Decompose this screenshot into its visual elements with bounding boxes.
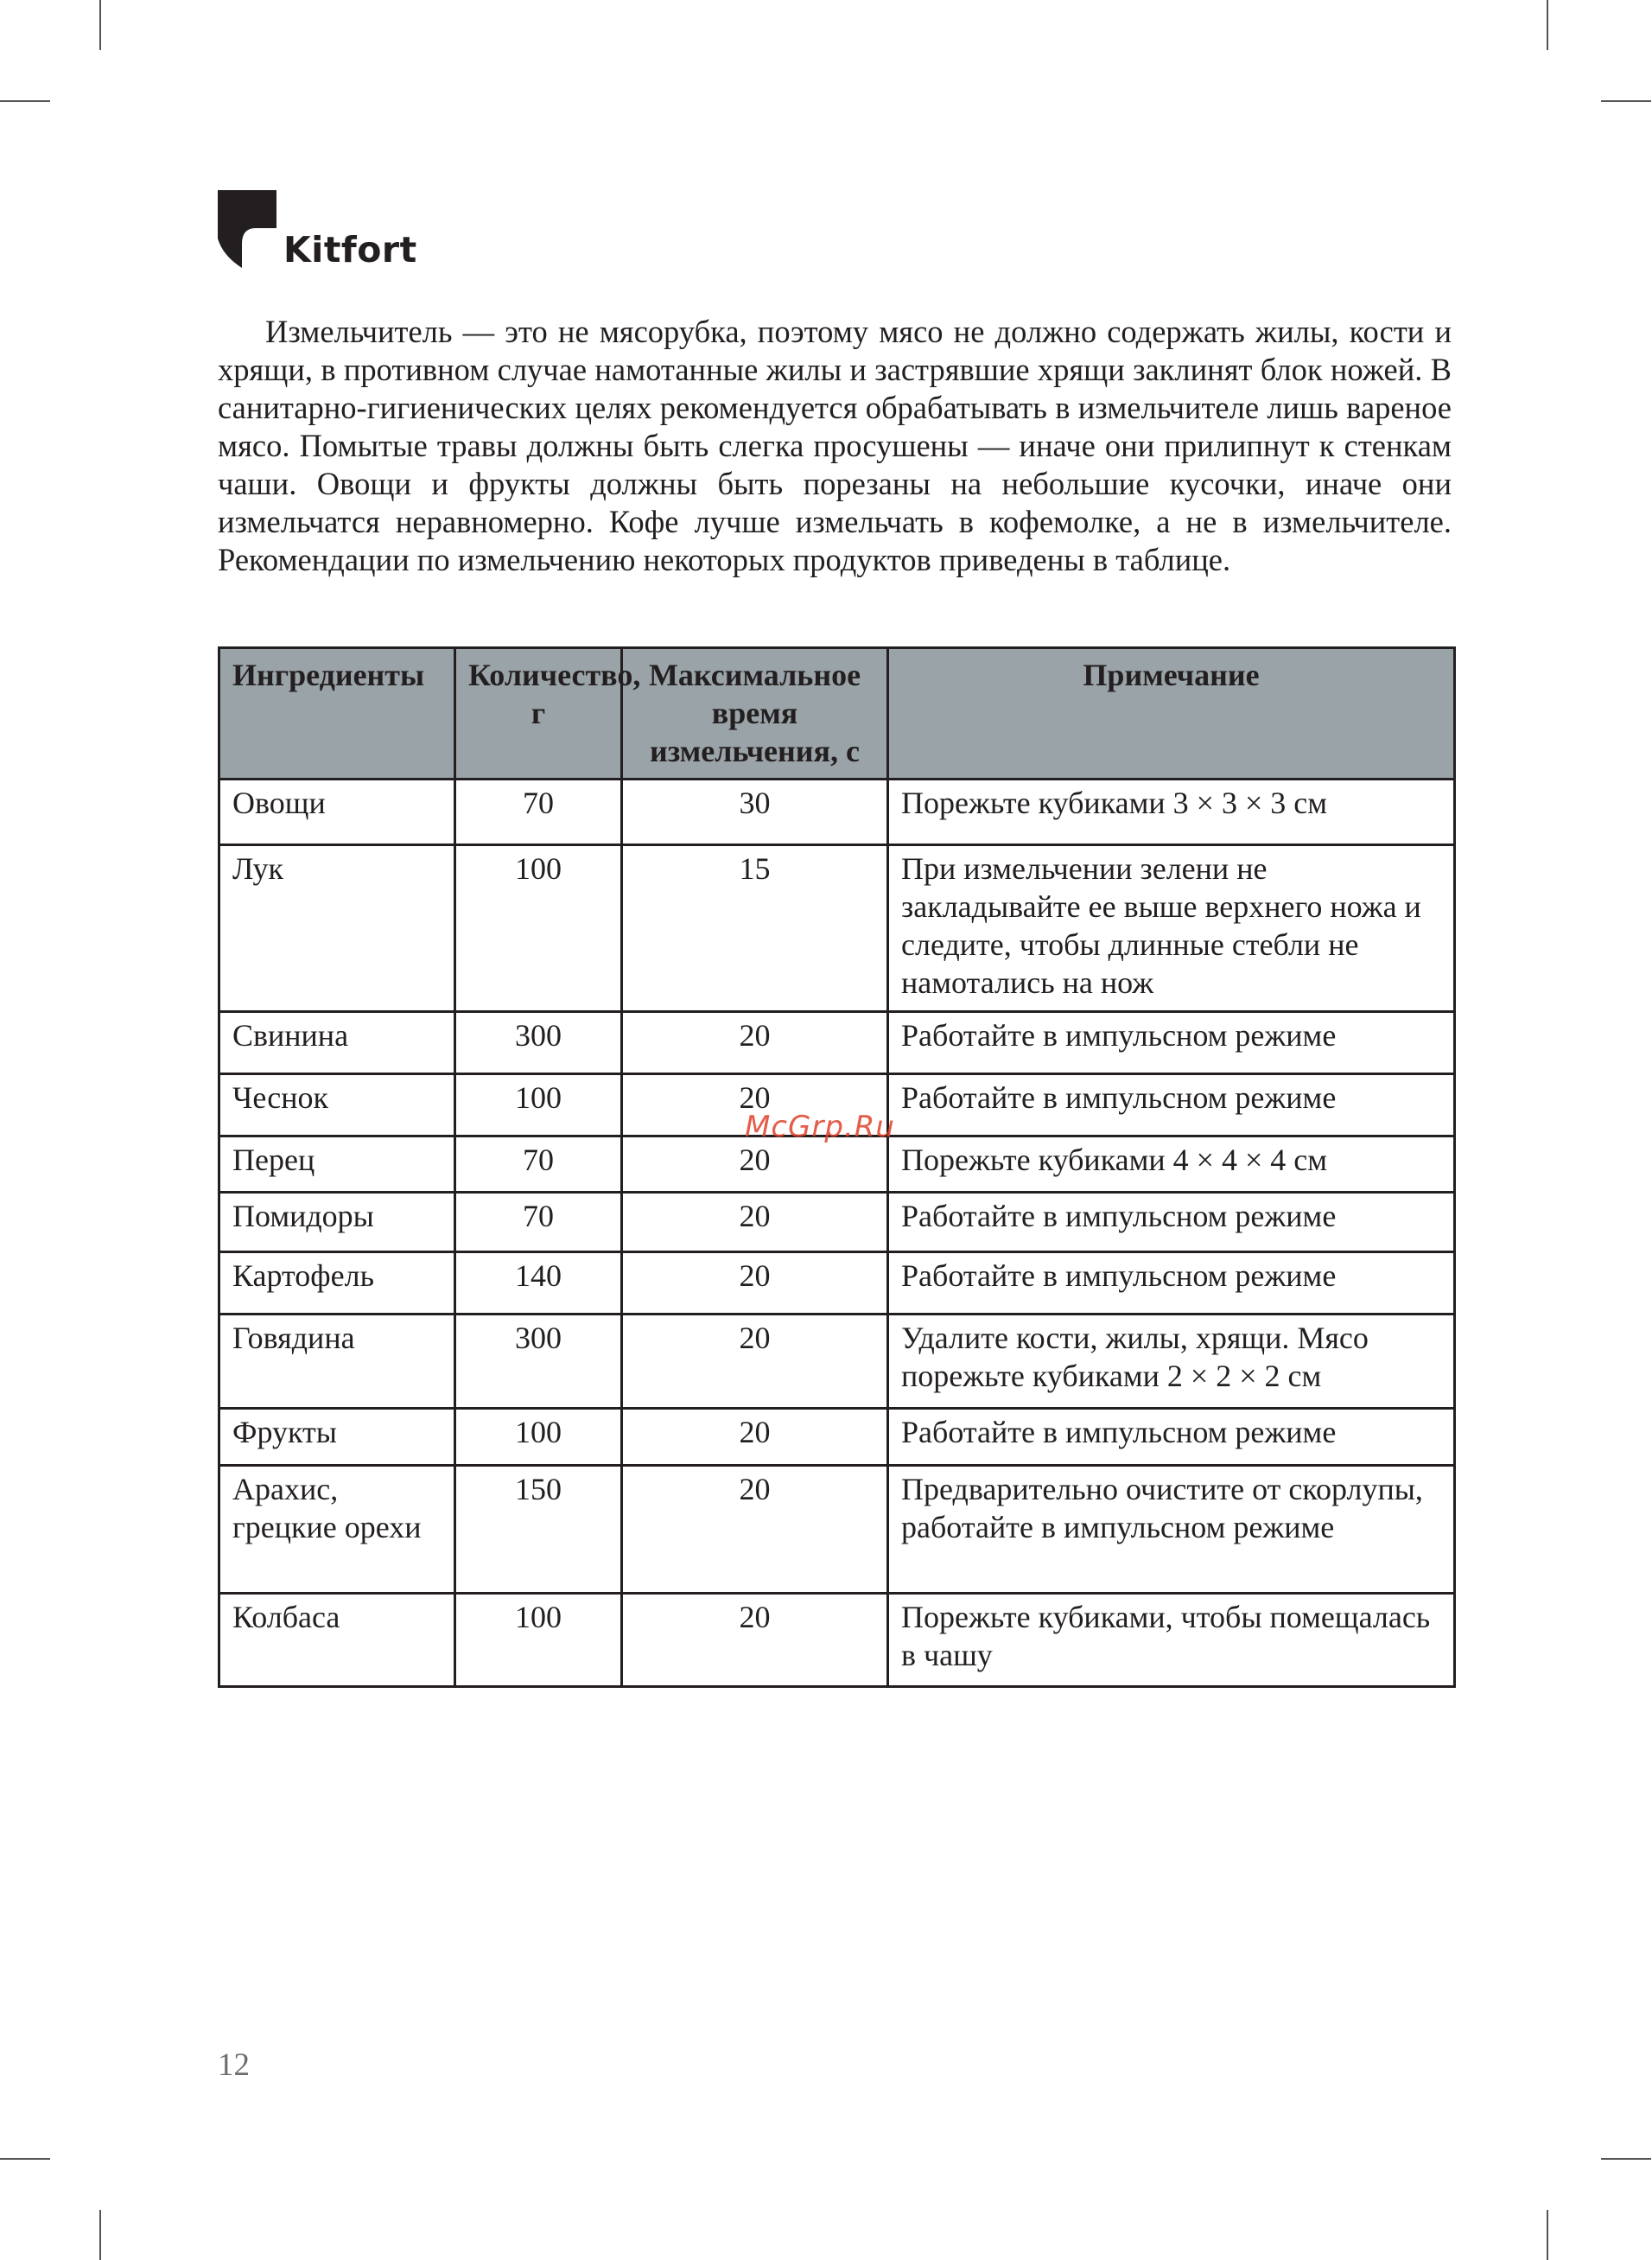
cell-note: Порежьте кубиками 3 × 3 × 3 см: [888, 780, 1455, 845]
cell-ingredient: Помидоры: [219, 1193, 455, 1252]
table-row: [219, 1136, 1455, 1193]
page-number: 12: [218, 2047, 250, 2083]
cell-ingredient: Лук: [219, 845, 455, 1012]
cell-note: Порежьте кубиками 4 × 4 × 4 см: [888, 1136, 1455, 1193]
cell-quantity: 70: [455, 780, 622, 845]
cell-note: Порежьте кубиками, чтобы помещалась в чашу: [888, 1594, 1455, 1687]
cell-note: Работайте в импульсном режиме: [888, 1012, 1455, 1074]
crop-mark: [99, 0, 101, 50]
chopping-recommendations-table: [218, 646, 1456, 1688]
crop-mark: [1547, 2210, 1548, 2260]
crop-mark: [0, 100, 50, 102]
cell-time: 20: [622, 1409, 888, 1466]
cell-ingredient: Перец: [219, 1136, 455, 1193]
cell-ingredient: Фрукты: [219, 1409, 455, 1466]
table-row: [219, 1466, 1455, 1594]
header-quantity: Количество, г: [455, 648, 622, 780]
cell-note: Работайте в импульсном режиме: [888, 1074, 1455, 1136]
crop-mark: [1601, 100, 1651, 102]
cell-time: 30: [622, 780, 888, 845]
cell-quantity: 150: [455, 1466, 622, 1594]
watermark: McGrp.Ru: [745, 1110, 895, 1144]
table-row: [219, 1315, 1455, 1409]
cell-time: 20: [622, 1252, 888, 1315]
cell-note: Работайте в импульсном режиме: [888, 1252, 1455, 1315]
cell-ingredient: Чеснок: [219, 1074, 455, 1136]
brand-name: Kitfort: [283, 229, 417, 271]
cell-note: Работайте в импульсном режиме: [888, 1193, 1455, 1252]
cell-ingredient: Колбаса: [219, 1594, 455, 1687]
cell-ingredient: Свинина: [219, 1012, 455, 1074]
cell-quantity: 100: [455, 845, 622, 1012]
cell-time: 20: [622, 1594, 888, 1687]
kitfort-logo-icon: [218, 190, 280, 270]
table-row: [219, 780, 1455, 845]
cell-time: 15: [622, 845, 888, 1012]
cell-ingredient: Арахис, грецкие орехи: [219, 1466, 455, 1594]
cell-note: Предварительно очистите от скорлупы, работайте в импульсном режиме: [888, 1466, 1455, 1594]
table-header-row: [219, 648, 1455, 780]
cell-time: 20: [622, 1315, 888, 1409]
crop-mark: [1601, 2158, 1651, 2160]
cell-time: 20: [622, 1466, 888, 1594]
crop-mark: [0, 2158, 50, 2160]
header-ingredients: Ингредиенты: [219, 648, 455, 780]
header-note: Примечание: [888, 648, 1455, 780]
crop-mark: [1547, 0, 1548, 50]
cell-quantity: 100: [455, 1409, 622, 1466]
cell-time: 20: [622, 1074, 888, 1136]
table-row: [219, 1252, 1455, 1315]
brand-logo: [218, 190, 417, 270]
cell-time: 20: [622, 1136, 888, 1193]
cell-ingredient: Говядина: [219, 1315, 455, 1409]
table-row: [219, 1193, 1455, 1252]
intro-paragraph: Измельчитель — это не мясорубка, поэтому мясо не должно содержать жилы, кости и хрящи, в противном случае намотанные жилы и застрявшие хрящи заклинят блок ножей. В санитарно-гигиенических целях рекомендуется обрабатывать в измельчителе лишь вареное мясо. Помытые травы должны быть слегка просушены — иначе они прилипнут к стенкам чаши. Овощи и фрукты должны быть порезаны на небольшие кусочки, иначе они измельчатся неравномерно. Кофе лучше измельчать в кофемолке, а не в измельчителе. Рекомендации по измельчению некоторых продуктов приведены в таблице.: [218, 314, 1452, 577]
cell-quantity: 300: [455, 1012, 622, 1074]
cell-quantity: 70: [455, 1136, 622, 1193]
cell-quantity: 300: [455, 1315, 622, 1409]
header-max-time: Максимальное время измельчения, с: [622, 648, 888, 780]
table-row: [219, 1409, 1455, 1466]
table-row: [219, 1594, 1455, 1687]
cell-note: При измельчении зелени не закладывайте ее выше верхнего ножа и следите, чтобы длинные стебли не намотались на нож: [888, 845, 1455, 1012]
cell-time: 20: [622, 1193, 888, 1252]
cell-ingredient: Картофель: [219, 1252, 455, 1315]
crop-mark: [99, 2210, 101, 2260]
cell-quantity: 100: [455, 1074, 622, 1136]
cell-ingredient: Овощи: [219, 780, 455, 845]
table-row: [219, 1012, 1455, 1074]
cell-note: Удалите кости, жилы, хрящи. Мясо порежьте кубиками 2 × 2 × 2 см: [888, 1315, 1455, 1409]
cell-note: Работайте в импульсном режиме: [888, 1409, 1455, 1466]
cell-quantity: 70: [455, 1193, 622, 1252]
cell-quantity: 140: [455, 1252, 622, 1315]
cell-quantity: 100: [455, 1594, 622, 1687]
cell-time: 20: [622, 1012, 888, 1074]
table-row: [219, 845, 1455, 1012]
